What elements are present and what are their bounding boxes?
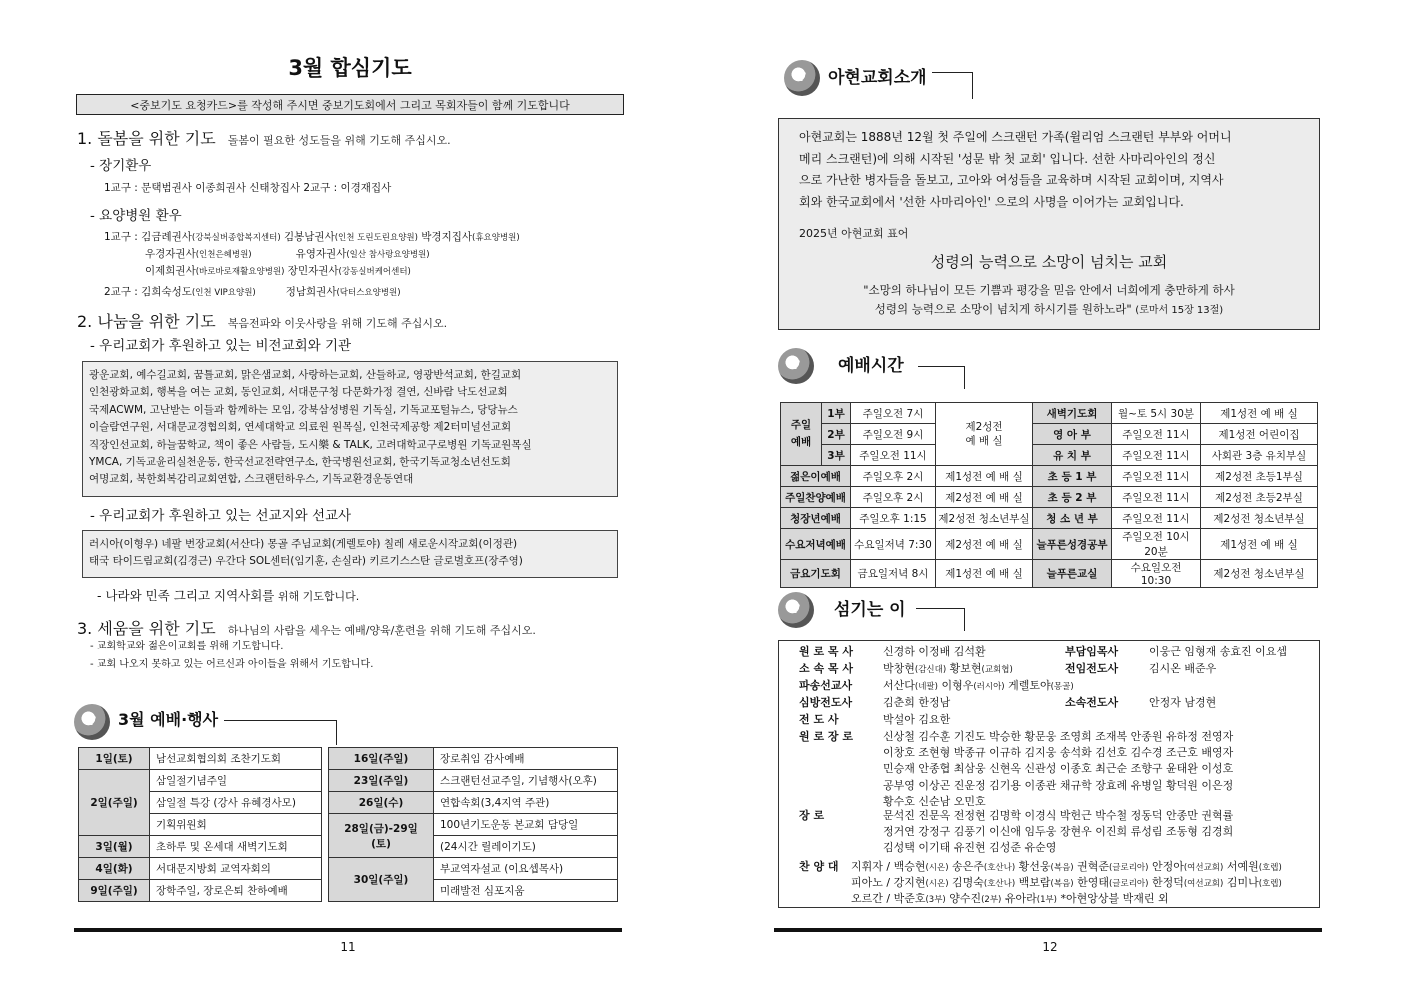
- verse-line-2: 성령의 능력으로 소망이 넘치게 하시기를 원하노라" (로마서 15장 13절): [874, 302, 1224, 316]
- table-row: 주일찬양예배 주일오후 2시 제2성전 예 배 실 초 등 2 부 주일오전 11시 제2성전 초등2부실: [781, 487, 1318, 508]
- staff-heading: ✝ 섬기는 이: [778, 592, 978, 636]
- intro-box: 아현교회는 1888년 12월 첫 주일에 스크랜턴 가족(윌리엄 스크랜턴 부부와 어머니 메리 스크랜턴)에 의해 시작된 '성문 밖 첫 교회' 입니다. 선한 사마리아인의 정신 으로 가난한 병자들을 돌보고, 고아와 여성들을 교육하며 시작된 교회이며, 지역사 회와 한국교회에서 '선한 사마리아인' 으로의 사명을 이어가는 교회입니다. 2025년 아현교회 표어 성령의 능력으로 소망이 넘치는 교회 "소망의 하나님이 모든 기쁨과 평강을 믿음 안에서 너희에게 충만하게 하사 성령의 능력으로 소망이 넘치게 하시기를 원하노라" (로마서 15장 13절): [778, 118, 1320, 330]
- worship-heading: ✝ 예배시간: [778, 348, 978, 392]
- choir-conductors: 지휘자 / 백승현(시온) 송은주(호산나) 황선웅(복음) 권혁준(글로리아) 안정아(여선교회) 서예원(호렙): [851, 860, 1282, 873]
- section-sharing-title: 2. 나눔을 위한 기도: [77, 312, 216, 331]
- church-emblem-icon: [778, 348, 814, 384]
- table-row: 4일(화) 서대문지방회 교역자회의: [79, 858, 322, 880]
- table-row: 28일(금)-29일(토) 100년기도운동 본교회 담당일: [329, 814, 618, 836]
- table-row: 3일(월) 초하루 및 온세대 새벽기도회: [79, 836, 322, 858]
- staff-row: 찬 양 대: [799, 860, 839, 873]
- staff-row: 원 로 목 사 신경하 이정배 김석환: [799, 645, 986, 658]
- staff-row: 전 도 사 박설아 김요한: [799, 713, 951, 726]
- motto-year: 2025년 아현교회 표어: [799, 227, 909, 240]
- nursing-row-1: 1교구 : 김금례권사(강북실버종합복지센터) 김봉남권사(인천 도린도린요양원) 박경지집사(휴요양병원): [104, 231, 520, 243]
- table-row: 16일(주일) 장로취임 감사예배: [329, 748, 618, 770]
- table-row: 1일(토) 남선교회협의회 조찬기도회: [79, 748, 322, 770]
- table-row: 금요기도회 금요일저녁 8시 제1성전 예 배 실 늘푸른교실 수요일오전 10:30 제2성전 청소년부실: [781, 560, 1318, 588]
- nursing-patients-heading: - 요양병원 환우: [90, 208, 182, 224]
- missions-box: 러시아(이형우) 네팔 번장교회(서산다) 몽골 주님교회(게렐토야) 칠레 새로운시작교회(이정관) 태국 타이드림교회(김경근) 우간다 SOL센터(임기훈, 손실라) 키르기스스탄 글로벌호프(장주영): [82, 530, 618, 578]
- missions-heading: - 우리교회가 후원하고 있는 선교지와 선교사: [90, 508, 352, 524]
- church-emblem-icon: [74, 704, 110, 740]
- nursing-row-3: 이제희권사(바로바로재활요양병원) 장민자권사(강동실버케어센터): [145, 265, 411, 277]
- table-row: 청장년예배 주일오후 1:15 제2성전 청소년부실 청 소 년 부 주일오전 11시 제2성전 청소년부실: [781, 508, 1318, 529]
- verse-line-1: "소망의 하나님이 모든 기쁨과 평강을 믿음 안에서 너희에게 충만하게 하사: [863, 283, 1235, 297]
- table-row: 26일(수) 연합속회(3,4지역 주관): [329, 792, 618, 814]
- choir-organists: 오르간 / 박준호(3부) 양수진(2부) 유아라(1부) *아현앙상블 박재린 외: [851, 892, 1169, 905]
- nation-prayer: - 나라와 민족 그리고 지역사회를 위해 기도합니다.: [97, 588, 360, 603]
- long-term-patients-list: 1교구 : 문택범권사 이종희권사 신태창집사 2교구 : 이경재집사: [104, 182, 392, 194]
- table-row: 수요저녁예배 수요일저녁 7:30 제2성전 예 배 실 늘푸른성경공부 주일오전 10시 20분 제1성전 예 배 실: [781, 529, 1318, 560]
- staff-row: 소 속 목 사 박창현(감신대) 황보현(교회협): [799, 662, 1013, 675]
- section-building-desc: 하나님의 사람을 세우는 예배/양육/훈련을 위해 기도해 주십시오.: [227, 624, 536, 637]
- section-sharing: [77, 309, 447, 332]
- page-divider: [774, 928, 1322, 932]
- table-row: 젊은이예배 주일오후 2시 제1성전 예 배 실 초 등 1 부 주일오전 11시 제2성전 초등1부실: [781, 466, 1318, 487]
- nursing-row-4: 2교구 : 김희숙성도(인천 VIP요양원) 정남희권사(닥터스요양병원): [104, 286, 401, 298]
- building-line-2: - 교회 나오지 못하고 있는 어르신과 아이들을 위해서 기도합니다.: [90, 659, 374, 670]
- elder-list: 문석진 진문옥 전정현 김명학 이경식 박헌근 박수철 정동덕 안종만 권혁률 정거연 강정구 김풍기 이신애 임두웅 장현우 이진희 류성림 조동형 김경희 김성택 이기태 유진현 김성준 유순영: [883, 809, 1234, 855]
- staff-row: 원 로 장 로: [799, 730, 853, 743]
- table-row: (24시간 릴레이기도): [329, 836, 618, 858]
- motto: 성령의 능력으로 소망이 넘치는 교회: [930, 253, 1168, 271]
- table-row: 기획위원회: [79, 814, 322, 836]
- request-banner: <중보기도 요청카드>를 작성해 주시면 중보기도회에서 그리고 목회자들이 함께 기도합니다: [76, 94, 624, 115]
- church-emblem-icon: [778, 592, 814, 628]
- events-table-right: [328, 747, 618, 902]
- events-heading: ✝ 3월 예배·행사: [74, 704, 274, 748]
- page-number: 11: [340, 940, 356, 954]
- section-sharing-desc: 복음전파와 이웃사랑을 위해 기도해 주십시오.: [227, 317, 448, 330]
- staff-box: [778, 640, 1320, 908]
- intro-heading: ✝ 아현교회소개: [784, 60, 984, 104]
- section-care: [77, 126, 451, 149]
- staff-row: 장 로: [799, 809, 825, 822]
- elder-emeritus-list: 신상철 김수훈 기진도 박승한 황문웅 조영희 조재복 안종원 유하정 전영자 이창호 조현형 박종규 이규하 김지웅 송석화 김선호 김수경 조근호 배영자 민승재 안종협 최삼웅 신현옥 신관성 이종호 최근순 조향구 윤태완 이성호 공부영 이상곤 진운정 김기용 이종관 채규학 장효례 유병일 황덕원 이은정 황수호 신순남 오민호: [883, 730, 1234, 808]
- choir-pianists: 피아노 / 강지현(시온) 김명숙(호산나) 백보람(복음) 한영태(글로리아) 한정덕(여선교회) 김미나(호렙): [851, 876, 1282, 889]
- page-number: 12: [1042, 940, 1058, 954]
- staff-row: 소속전도사 안정자 남경현: [1065, 696, 1217, 709]
- page-divider: [74, 928, 622, 932]
- building-line-1: - 교회학교와 젊은이교회를 위해 기도합니다.: [90, 641, 284, 652]
- vision-churches-box: 광운교회, 예수길교회, 꿈틀교회, 맑은샘교회, 사랑하는교회, 산들하교, 영광반석교회, 한길교회 인천광화교회, 행복을 여는 교회, 동인교회, 서대문구청 다문화가정 결연, 신바람 낙도선교회 국제ACWM, 고난받는 이들과 함께하는 모임, 강북삼성병원 기독실, 기독교포털뉴스, 당당뉴스 이슬람연구원, 서대문교경협의회, 연세대학교 의료원 원목실, 인천국제공항 제2터미널선교회 직장인선교회, 하늘꿈학교, 책이 좋은 사람들, 도시樂 & TALK, 고려대학교구로병원 기독교원목실 YMCA, 기독교윤리실천운동, 한국선교전략연구소, 한국병원선교회, 한국기독교청소년선도회 여명교회, 북한회복감리교회연합, 스크랜턴하우스, 기독교환경운동연대: [82, 361, 618, 497]
- table-row: 주일 예배 1부 주일오전 7시 제2성전 예 배 실 새벽기도회 월~토 5시 30분 제1성전 예 배 실: [781, 403, 1318, 424]
- staff-row: 전임전도사 김시온 배준우: [1065, 662, 1217, 675]
- table-row: 미래발전 심포지움: [329, 880, 618, 902]
- table-row: 2일(주일) 삼일절기념주일: [79, 770, 322, 792]
- vision-churches-heading: - 우리교회가 후원하고 있는 비전교회와 기관: [90, 338, 352, 354]
- table-row: 9일(주일) 장학주일, 장로은퇴 찬하예배: [79, 880, 322, 902]
- worship-table: [780, 402, 1318, 588]
- church-emblem-icon: [784, 60, 820, 96]
- nursing-row-2: 우경자권사(인천은혜병원) 유영자권사(일산 참사랑요양병원): [145, 248, 430, 260]
- section-care-title: 1. 돌봄을 위한 기도: [77, 129, 216, 148]
- page-title: 3월 합심기도: [288, 56, 412, 80]
- table-row: 3부 주일오전 11시 유 치 부 주일오전 11시 사회관 3층 유치부실: [781, 445, 1318, 466]
- section-building-title: 3. 세움을 위한 기도: [77, 619, 216, 638]
- long-term-patients-heading: - 장기환우: [90, 158, 152, 174]
- events-table-left: [78, 747, 322, 902]
- table-row: 23일(주일) 스크랜턴선교주일, 기념행사(오후): [329, 770, 618, 792]
- table-row: 삼일절 특강 (강사 유혜경사모): [79, 792, 322, 814]
- section-care-desc: 돌봄이 필요한 성도들을 위해 기도해 주십시오.: [227, 134, 451, 147]
- staff-row: 심방전도사 김춘희 한정남: [799, 696, 951, 709]
- section-building: [77, 616, 536, 639]
- table-row: 30일(주일) 부교역자설교 (이요셉목사): [329, 858, 618, 880]
- staff-row: 파송선교사 서산다(네팔) 이형우(러시아) 게렐토야(몽골): [799, 679, 1074, 692]
- table-row: 2부 주일오전 9시 영 아 부 주일오전 11시 제1성전 어린이집: [781, 424, 1318, 445]
- staff-row: 부담임목사 이웅근 임형재 송효진 이요셉: [1065, 645, 1288, 658]
